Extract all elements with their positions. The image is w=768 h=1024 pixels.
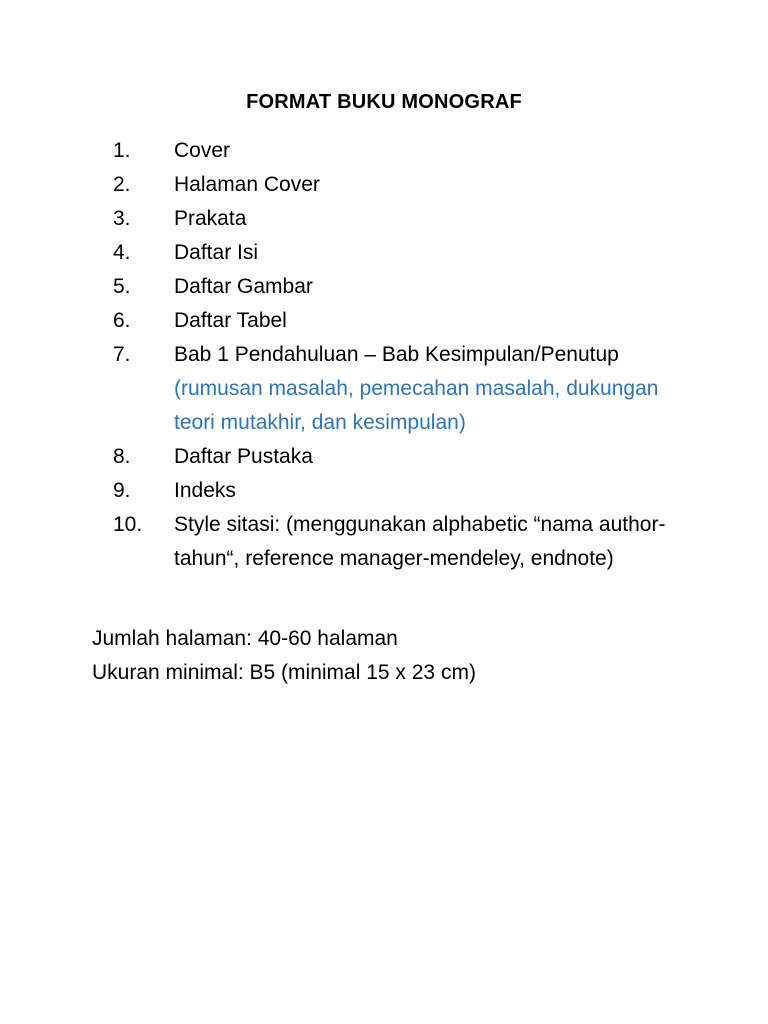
list-item [0,134,768,168]
list-item-text: Style sitasi: (menggunakan alphabetic “nama author-tahun“, reference manager-mendeley, endnote) [174,513,666,570]
list-item [0,202,768,236]
list-item-number: 2. [113,173,131,196]
list-item [0,474,768,508]
summary-block [92,622,732,690]
list-item-number: 4. [113,241,131,264]
document-title: FORMAT BUKU MONOGRAF [246,91,522,113]
list-item-text: Indeks [174,479,236,502]
list-item-text: Prakata [174,207,247,230]
list-item-text: Halaman Cover [174,173,320,196]
list-item-number: 9. [113,479,131,502]
list-item-text: Daftar Tabel [174,309,287,332]
list-item-number: 5. [113,275,131,298]
list-item [0,440,768,474]
list-item [0,338,768,440]
list-item-number: 3. [113,207,131,230]
list-item-text: Daftar Gambar [174,275,313,298]
list-item-text: Daftar Isi [174,241,259,264]
list-item-number: 6. [113,309,131,332]
min-size-text: Ukuran minimal: B5 (minimal 15 x 23 cm) [92,661,476,684]
list-item [0,304,768,338]
list-item-text: Bab 1 Pendahuluan – Bab Kesimpulan/Penutup [174,343,619,366]
list-item-text: Daftar Pustaka [174,445,313,468]
format-list [0,134,768,576]
list-item [0,236,768,270]
list-item-number: 8. [113,445,131,468]
list-item-text: Cover [174,139,231,162]
list-item [0,508,768,576]
list-item-note: (rumusan masalah, pemecahan masalah, dukungan teori mutakhir, dan kesimpulan) [174,377,659,434]
list-item-number: 10. [113,513,143,536]
list-item [0,168,768,202]
list-item [0,270,768,304]
list-item-number: 7. [113,343,131,366]
list-item-number: 1. [113,139,131,162]
page-count-text: Jumlah halaman: 40-60 halaman [92,627,398,650]
